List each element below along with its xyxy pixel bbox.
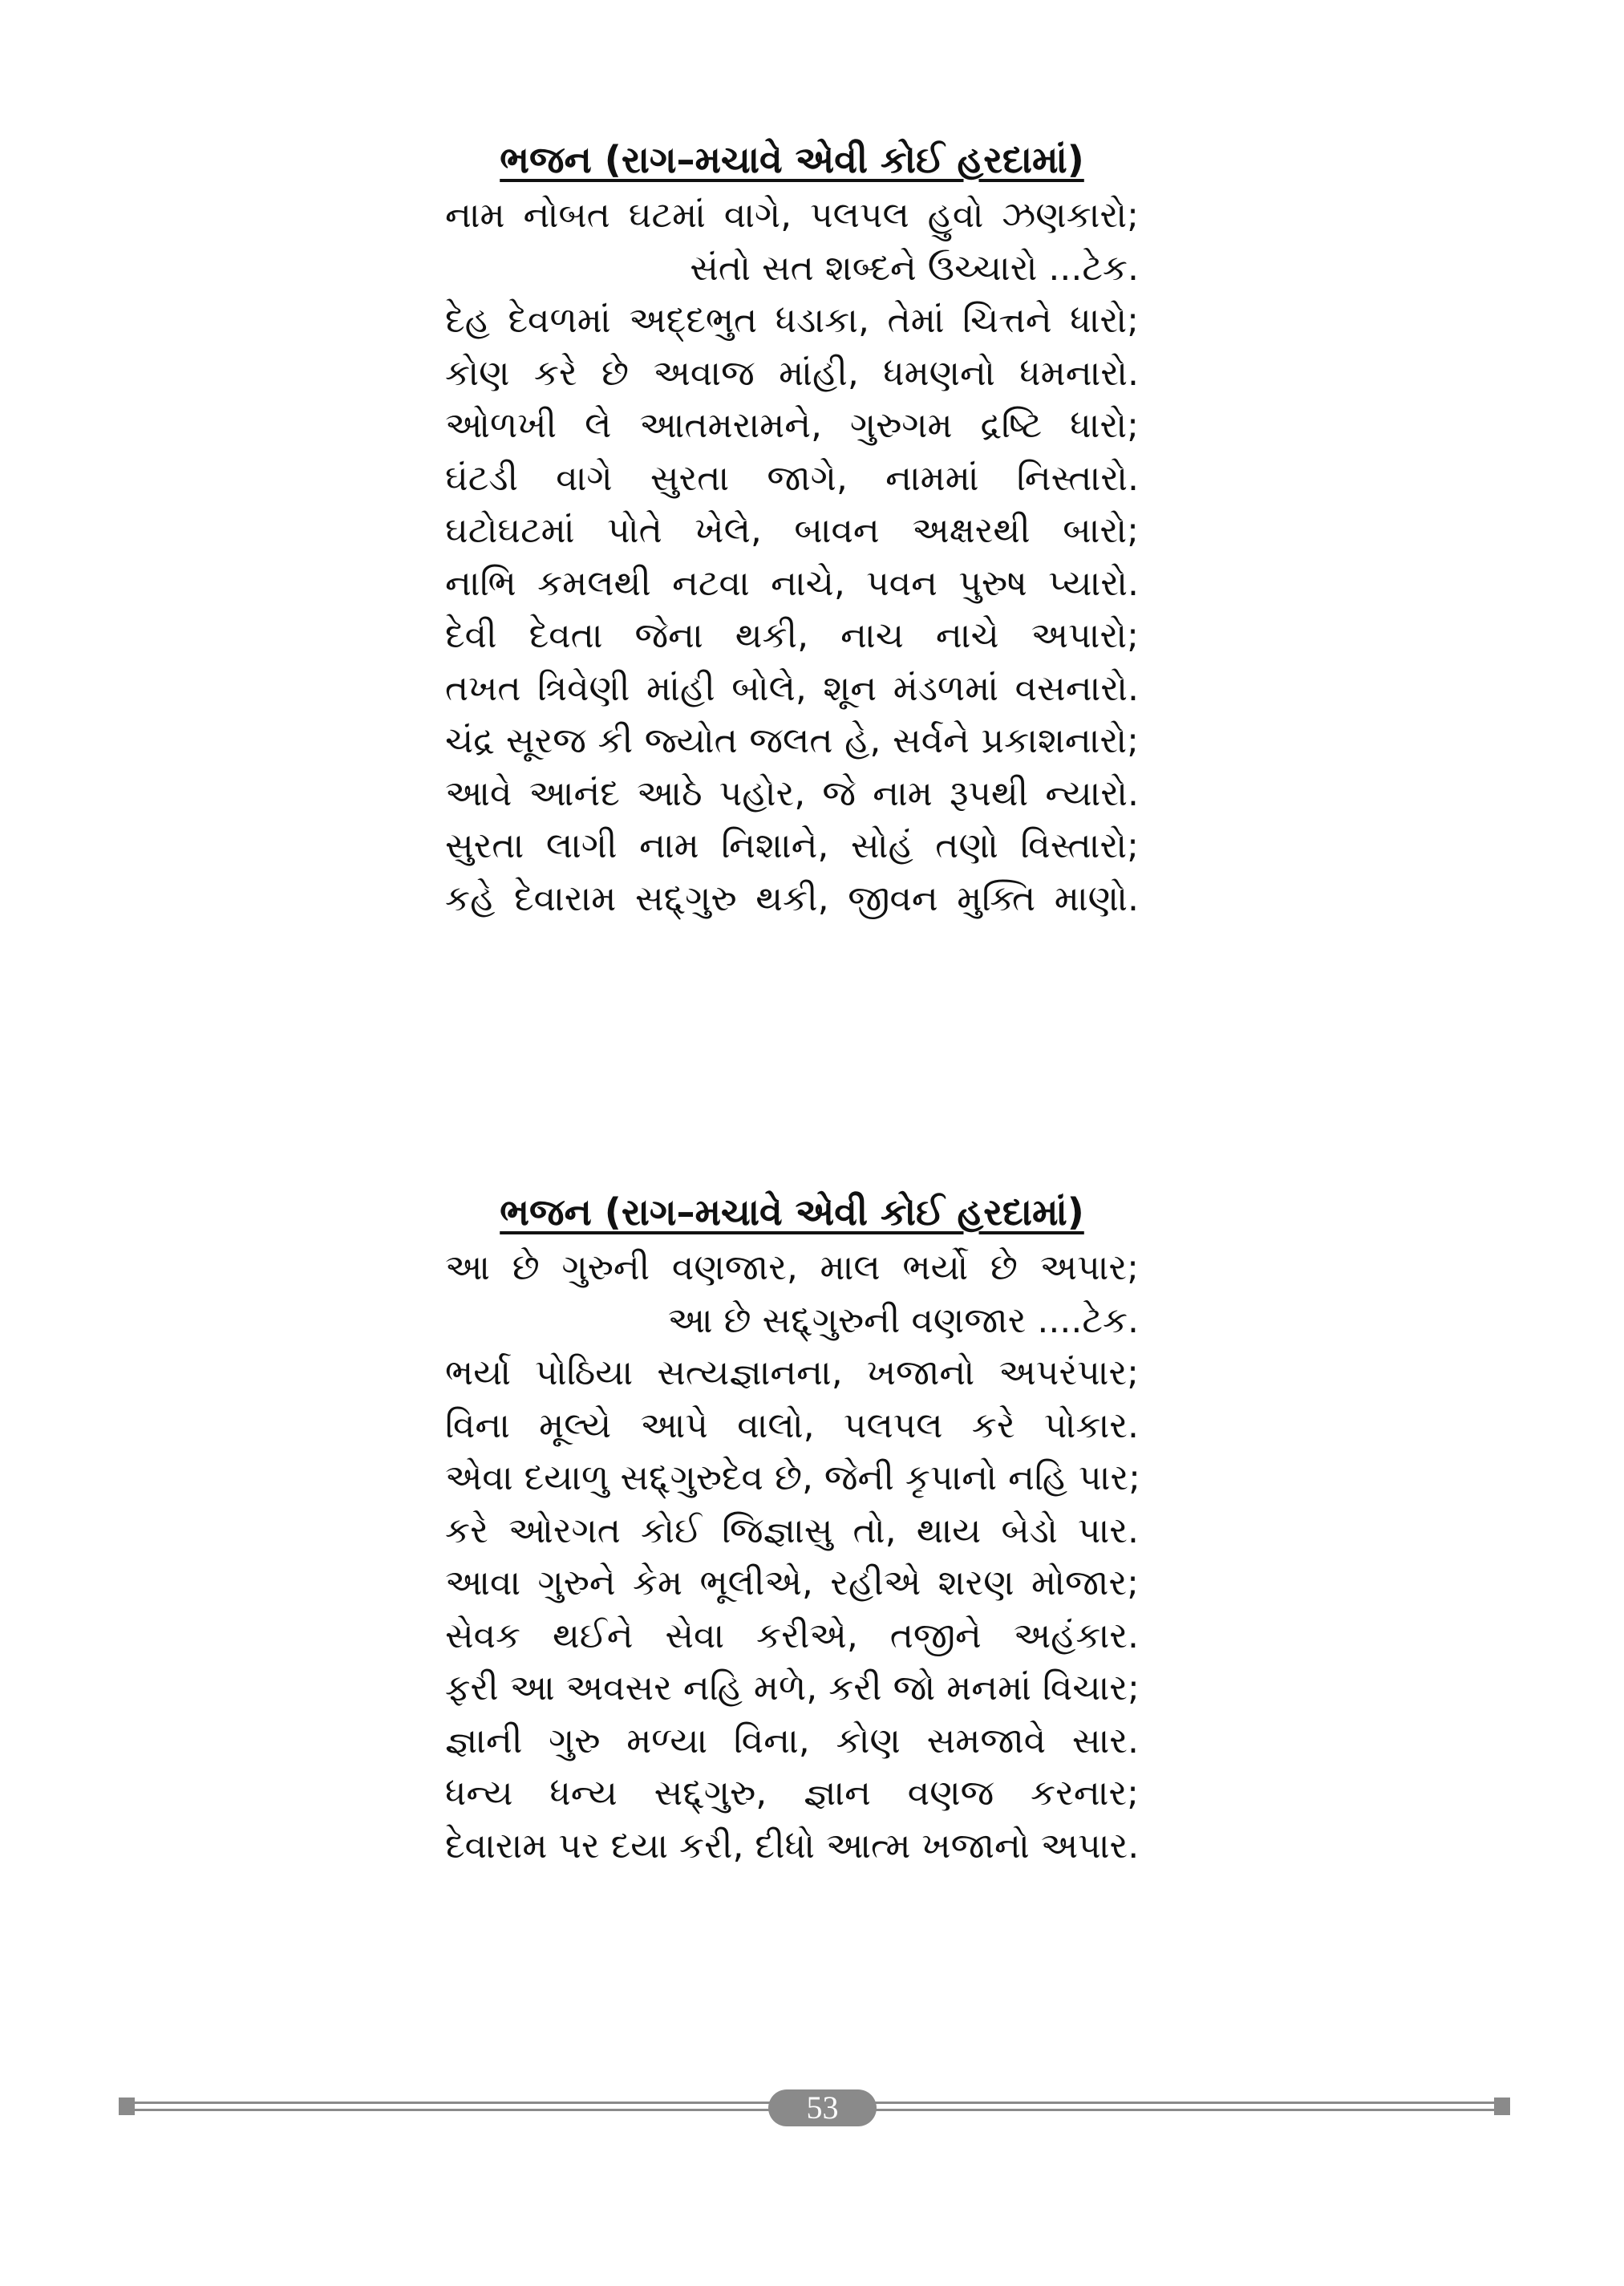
verse-line: ફરી આ અવસર નહિ મળે, કરી જો મનમાં વિચાર; bbox=[445, 1668, 1140, 1708]
verse-line: ભર્યા પોઠિયા સત્યજ્ઞાનના, ખજાનો અપરંપાર; bbox=[445, 1352, 1139, 1393]
verse-line: એવા દયાળુ સદ્દ્ગુરુદેવ છે, જેની કૃપાનો નહિ પાર; bbox=[445, 1457, 1140, 1498]
verse-line: દેવારામ પર દયા કરી, દીધો આત્મ ખજાનો અપાર. bbox=[445, 1825, 1140, 1866]
verse-line: વિના મૂલ્યે આપે વાલો, પલપલ કરે પોકાર. bbox=[445, 1404, 1139, 1446]
verse-line: કહે દેવારામ સદ્દ્ગુરુ થકી, જીવન મુક્તિ માણો. bbox=[445, 878, 1139, 919]
footer-rule-left bbox=[135, 2102, 784, 2111]
bhajan-title: ભજન (રાગ–મચાવે એવી કોઈ હરદામાં) bbox=[500, 1190, 1084, 1234]
footer-rule-cap-left bbox=[119, 2098, 135, 2115]
verse-line: કોણ કરે છે અવાજ માંહી, ધમણનો ધમનારો. bbox=[445, 352, 1139, 394]
refrain-line: સંતો સત શબ્દને ઉચ્ચારો ...ટેક. bbox=[690, 247, 1139, 289]
verse-line: આ છે ગુરુની વણજાર, માલ ભર્યો છે અપાર; bbox=[445, 1247, 1139, 1288]
footer-rule-cap-right bbox=[1494, 2098, 1510, 2115]
verse-line: દેવી દેવતા જેના થકી, નાચ નાચે અપારો; bbox=[445, 615, 1139, 656]
verse-line: આવા ગુરુને કેમ ભૂલીએ, રહીએ શરણ મોજાર; bbox=[445, 1563, 1139, 1603]
verse-line: ચંદ્ર સૂરજ કી જ્યોત જલત હે, સર્વને પ્રકાશનારો; bbox=[445, 720, 1139, 761]
verse-line: સેવક થઈને સેવા કરીએ, તજીને અહંકાર. bbox=[445, 1615, 1139, 1656]
page-footer bbox=[119, 2089, 1510, 2126]
verse-line: ઘંટડી વાગે સુરતા જાગે, નામમાં નિસ્તારો. bbox=[445, 457, 1139, 499]
footer-rule-right bbox=[861, 2102, 1494, 2111]
bhajan-section-1 bbox=[445, 135, 1139, 925]
verse-line: ઓળખી લે આતમરામને, ગુરુગમ દ્રષ્ટિ ધારો; bbox=[445, 405, 1139, 446]
verse-line: આવે આનંદ આઠે પહોર, જે નામ રૂપથી ન્યારો. bbox=[445, 772, 1139, 814]
verse-line: કરે ઓરગત કોઈ જિજ્ઞાસુ તો, થાય બેડો પાર. bbox=[445, 1510, 1139, 1551]
refrain-line: આ છે સદ્દ્ગુરુની વણજાર ....ટેક. bbox=[667, 1299, 1139, 1341]
verse-line: ધન્ય ધન્ય સદ્દ્ગુરુ, જ્ઞાન વણજ કરનાર; bbox=[445, 1773, 1139, 1814]
verse-line: નાભિ કમલથી નટવા નાચે, પવન પુરુષ પ્યારો. bbox=[445, 562, 1139, 604]
verse-line: સુરતા લાગી નામ નિશાને, સોહં તણો વિસ્તારો; bbox=[445, 825, 1139, 866]
verse-line: ઘટોઘટમાં પોતે ખેલે, બાવન અક્ષરથી બારો; bbox=[445, 510, 1139, 551]
page-number: 53 bbox=[768, 2089, 877, 2126]
bhajan-title: ભજન (રાગ–મચાવે એવી કોઈ હરદામાં) bbox=[500, 138, 1084, 181]
verse-line: દેહ દેવળમાં અદ્દભુત ધડાકા, તેમાં ચિત્તને ધારો; bbox=[445, 300, 1139, 341]
verse-line: નામ નોબત ઘટમાં વાગે, પલપલ હુવો ઝણકારો; bbox=[445, 195, 1139, 236]
bhajan-section-2 bbox=[445, 1187, 1139, 1872]
verse-line: જ્ઞાની ગુરુ મળ્યા વિના, કોણ સમજાવે સાર. bbox=[445, 1720, 1139, 1761]
verse-line: તખત ત્રિવેણી માંહી બોલે, શૂન મંડળમાં વસનારો. bbox=[445, 667, 1139, 709]
